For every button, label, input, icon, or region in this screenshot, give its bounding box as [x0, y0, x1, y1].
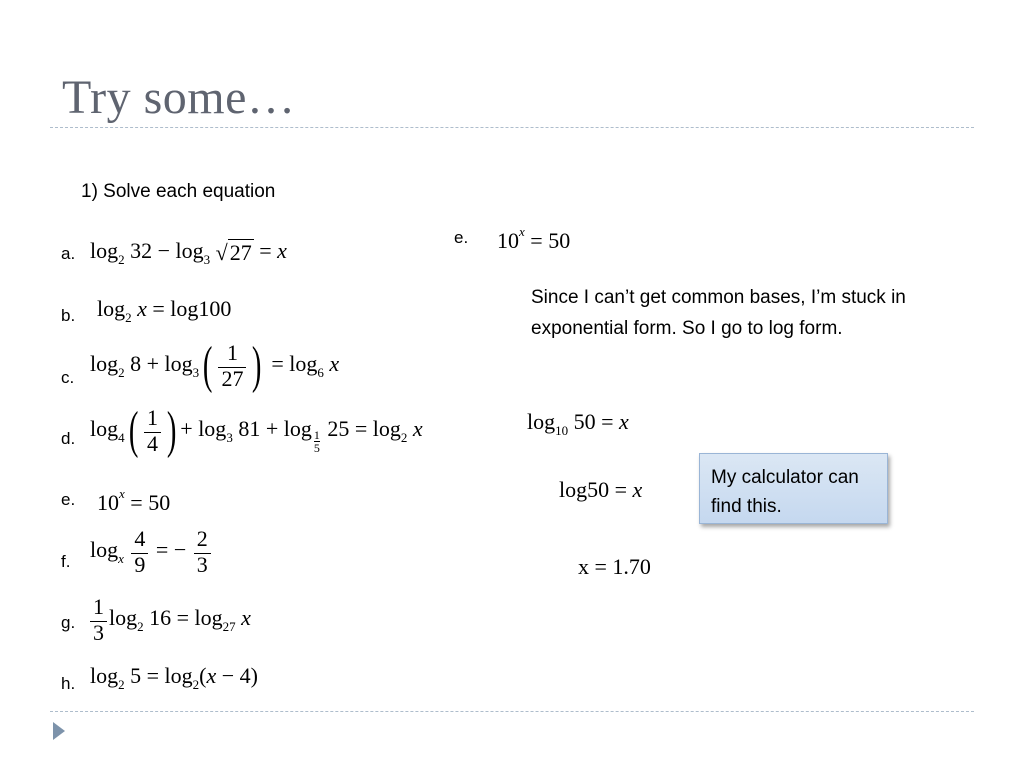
- problem-label-d: d.: [61, 429, 76, 448]
- equation-c: $\log_2 8 + \log_3$( $\frac{1}{27}$ ) = $\log_6 x$: [90, 337, 340, 394]
- problem-label-h: h.: [61, 674, 76, 693]
- problem-label-g: g.: [61, 613, 76, 632]
- equation-a: $\log_2 32 - \log_3 √27 = x$: [90, 238, 287, 267]
- solution-label: e.: [454, 228, 469, 247]
- solution-equation: $10^x = 50$: [497, 224, 571, 253]
- calculator-callout: My calculator can find this.: [699, 453, 888, 524]
- equation-h: $\log_2 5 = \log_2(x - 4)$: [90, 663, 258, 692]
- equation-g: $\frac{1}{3}$ $\log_2 16 = \log_{27} x$: [88, 596, 251, 644]
- equation-d: $\log_4$( $\frac{1}{4}$ ) + $\log_3 81 + \log$ $\frac{1}{5}$ $25 = \log_2 x$: [90, 402, 423, 459]
- log-form-step: $\log_{10} 50 = x$: [527, 409, 629, 438]
- problem-label-a: a.: [61, 244, 76, 263]
- problem-label-e: e.: [61, 490, 76, 509]
- calculator-step: log50 = x: [559, 477, 643, 502]
- problem-label-b: b.: [61, 306, 76, 325]
- instruction: 1) Solve each equation: [81, 181, 276, 202]
- slide-arrow-icon: [53, 722, 65, 740]
- problem-label-f: f.: [61, 552, 71, 571]
- final-answer: x = 1.70: [578, 554, 651, 579]
- solution-explanation: Since I can’t get common bases, I’m stuck in exponential form. So I go to log form.: [531, 287, 906, 339]
- equation-e: $10^x = 50$: [97, 486, 171, 515]
- slide-title: Try some…: [62, 71, 296, 124]
- equation-b: $\log_2 x = \log 100$: [97, 296, 232, 325]
- equation-f: $\log_x$ $\frac{4}{9}$ = − $\frac{2}{3}$: [90, 528, 213, 576]
- problem-label-c: c.: [61, 368, 75, 387]
- title-divider: [50, 127, 974, 128]
- footer-divider: [50, 711, 974, 712]
